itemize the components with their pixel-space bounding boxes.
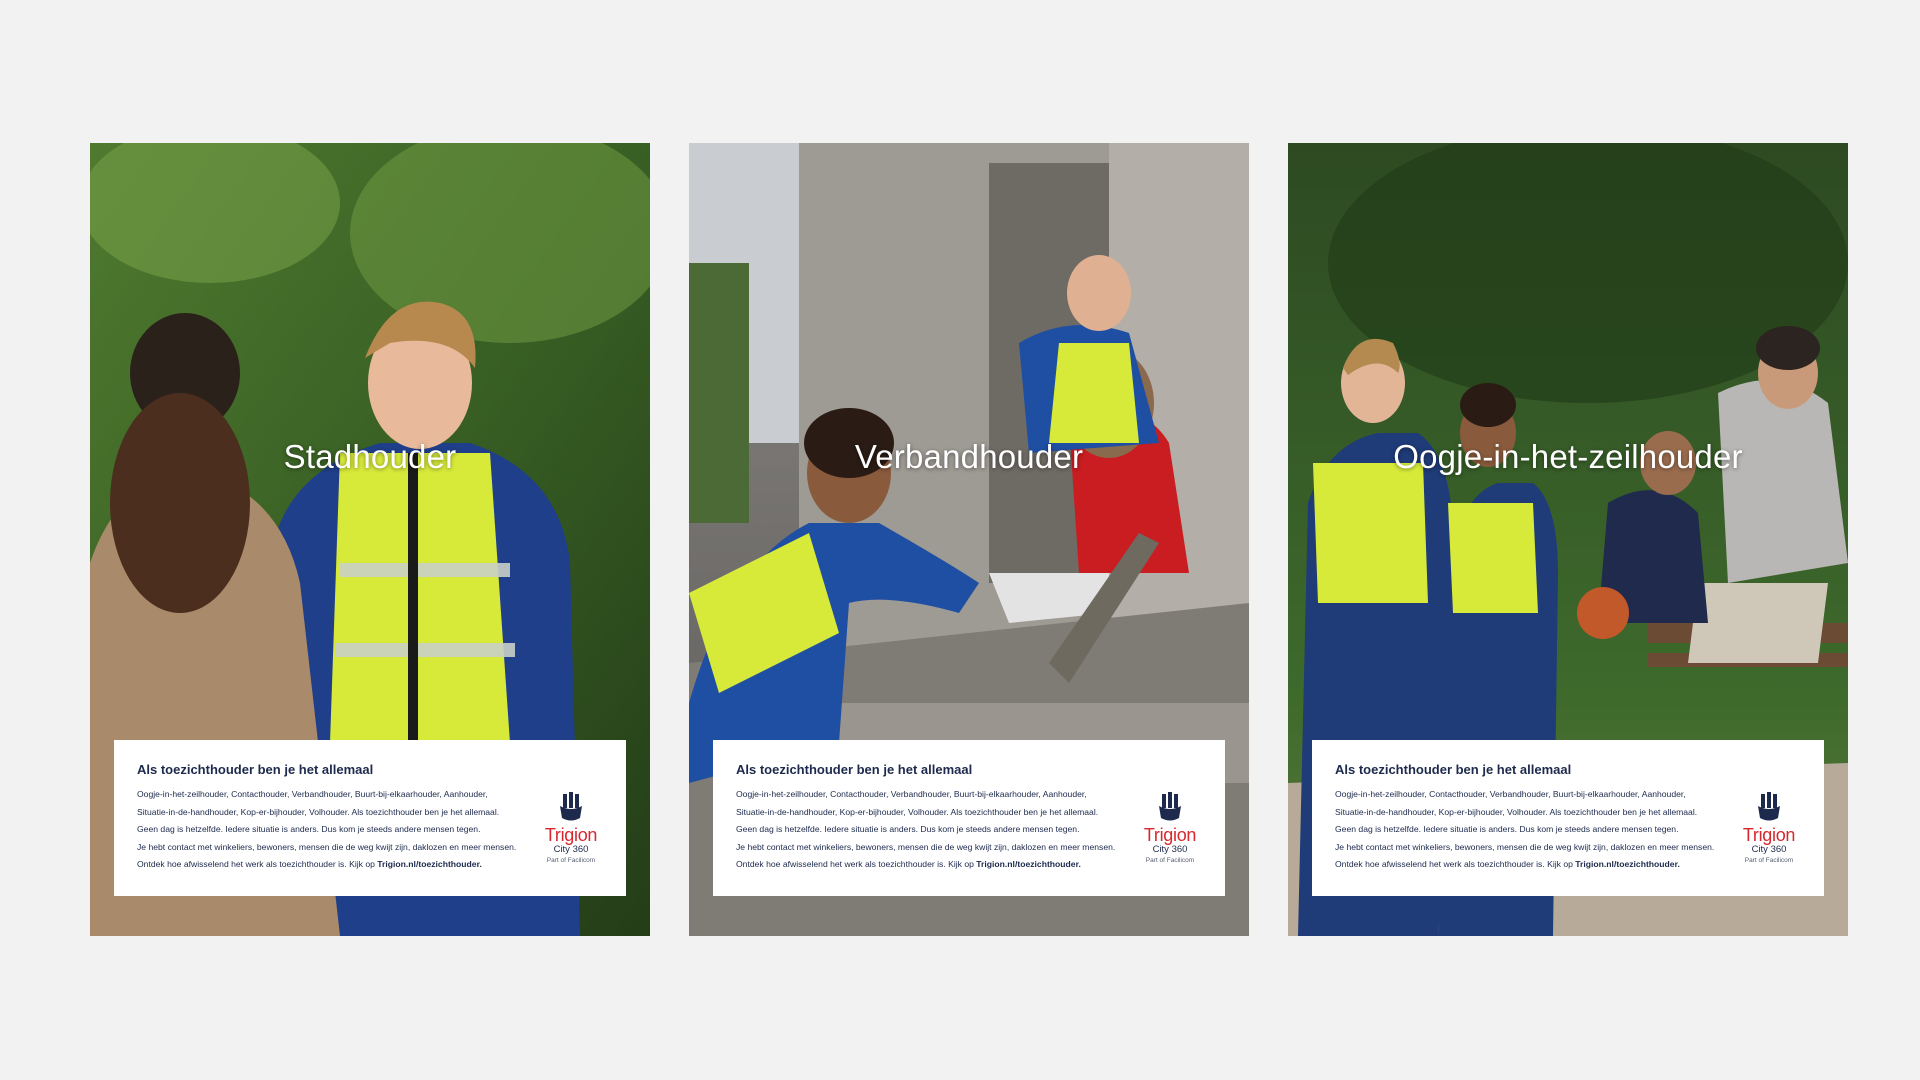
logo-sub: City 360 [1152,844,1188,855]
trigion-crest-icon [1157,792,1183,824]
poster-headline: Oogje-in-het-zeilhouder [1393,438,1743,475]
info-line: Geen dag is hetzelfde. Iedere situatie is anders. Dus kom je steeds andere mensen tegen. [1335,824,1679,834]
logo-part: Part of Facilicom [1145,857,1195,864]
info-line: Situatie-in-de-handhouder, Kop-er-bijhouder, Volhouder. Als toezichthouder ben je het allemaal. [137,806,500,817]
trigion-logo [536,792,606,866]
trigion-crest-icon [558,792,584,824]
info-line: Oogje-in-het-zeilhouder, Contacthouder, Verbandhouder, Buurt-bij-elkaarhouder, Aanhouder, [736,789,1087,799]
poster-verbandhouder [689,143,1249,936]
logo-part: Part of Facilicom [1744,857,1794,864]
poster-headline: Stadhouder [283,438,457,475]
logo-brand: Trigion [1742,825,1796,845]
logo-sub: City 360 [553,844,589,855]
info-line: Oogje-in-het-zeilhouder, Contacthouder, Verbandhouder, Buurt-bij-elkaarhouder, Aanhouder, [137,789,488,799]
logo-sub: City 360 [1751,844,1787,855]
info-line: Situatie-in-de-handhouder, Kop-er-bijhouder, Volhouder. Als toezichthouder ben je het allemaal. [1335,806,1698,817]
poster-oogje-in-het-zeilhouder [1288,143,1848,936]
logo-part: Part of Facilicom [546,857,596,864]
info-line: Geen dag is hetzelfde. Iedere situatie is anders. Dus kom je steeds andere mensen tegen. [137,824,481,834]
info-line: Je hebt contact met winkeliers, bewoners, mensen die de weg kwijt zijn, daklozen en meer mensen. [1335,841,1715,852]
info-title: Als toezichthouder ben je het allemaal [1335,762,1572,777]
info-line: Oogje-in-het-zeilhouder, Contacthouder, Verbandhouder, Buurt-bij-elkaarhouder, Aanhouder, [1335,789,1686,799]
info-line: Situatie-in-de-handhouder, Kop-er-bijhouder, Volhouder. Als toezichthouder ben je het allemaal. [736,806,1099,817]
info-card [1312,740,1824,896]
info-line [1335,856,1725,874]
trigion-crest-icon [1756,792,1782,824]
info-line: Je hebt contact met winkeliers, bewoners, mensen die de weg kwijt zijn, daklozen en meer mensen. [736,841,1116,852]
info-card [713,740,1225,896]
logo-brand: Trigion [544,825,598,845]
website-link[interactable]: Trigion.nl/toezichthouder. [1575,859,1680,869]
info-line-text: Ontdek hoe afwisselend het werk als toezichthouder is. Kijk op [1335,859,1576,869]
info-line: Je hebt contact met winkeliers, bewoners, mensen die de weg kwijt zijn, daklozen en meer mensen. [137,841,517,852]
website-link[interactable]: Trigion.nl/toezichthouder. [976,859,1081,869]
info-title: Als toezichthouder ben je het allemaal [137,762,374,777]
info-line [137,856,527,874]
info-line-text: Ontdek hoe afwisselend het werk als toezichthouder is. Kijk op [137,859,378,869]
website-link[interactable]: Trigion.nl/toezichthouder. [377,859,482,869]
logo-brand: Trigion [1143,825,1197,845]
poster-stadhouder [90,143,650,936]
info-line: Geen dag is hetzelfde. Iedere situatie is anders. Dus kom je steeds andere mensen tegen. [736,824,1080,834]
info-card [114,740,626,896]
info-line-text: Ontdek hoe afwisselend het werk als toezichthouder is. Kijk op [736,859,977,869]
trigion-logo [1135,792,1205,866]
trigion-logo [1734,792,1804,866]
info-title: Als toezichthouder ben je het allemaal [736,762,973,777]
poster-headline: Verbandhouder [854,438,1084,475]
info-line [736,856,1126,874]
